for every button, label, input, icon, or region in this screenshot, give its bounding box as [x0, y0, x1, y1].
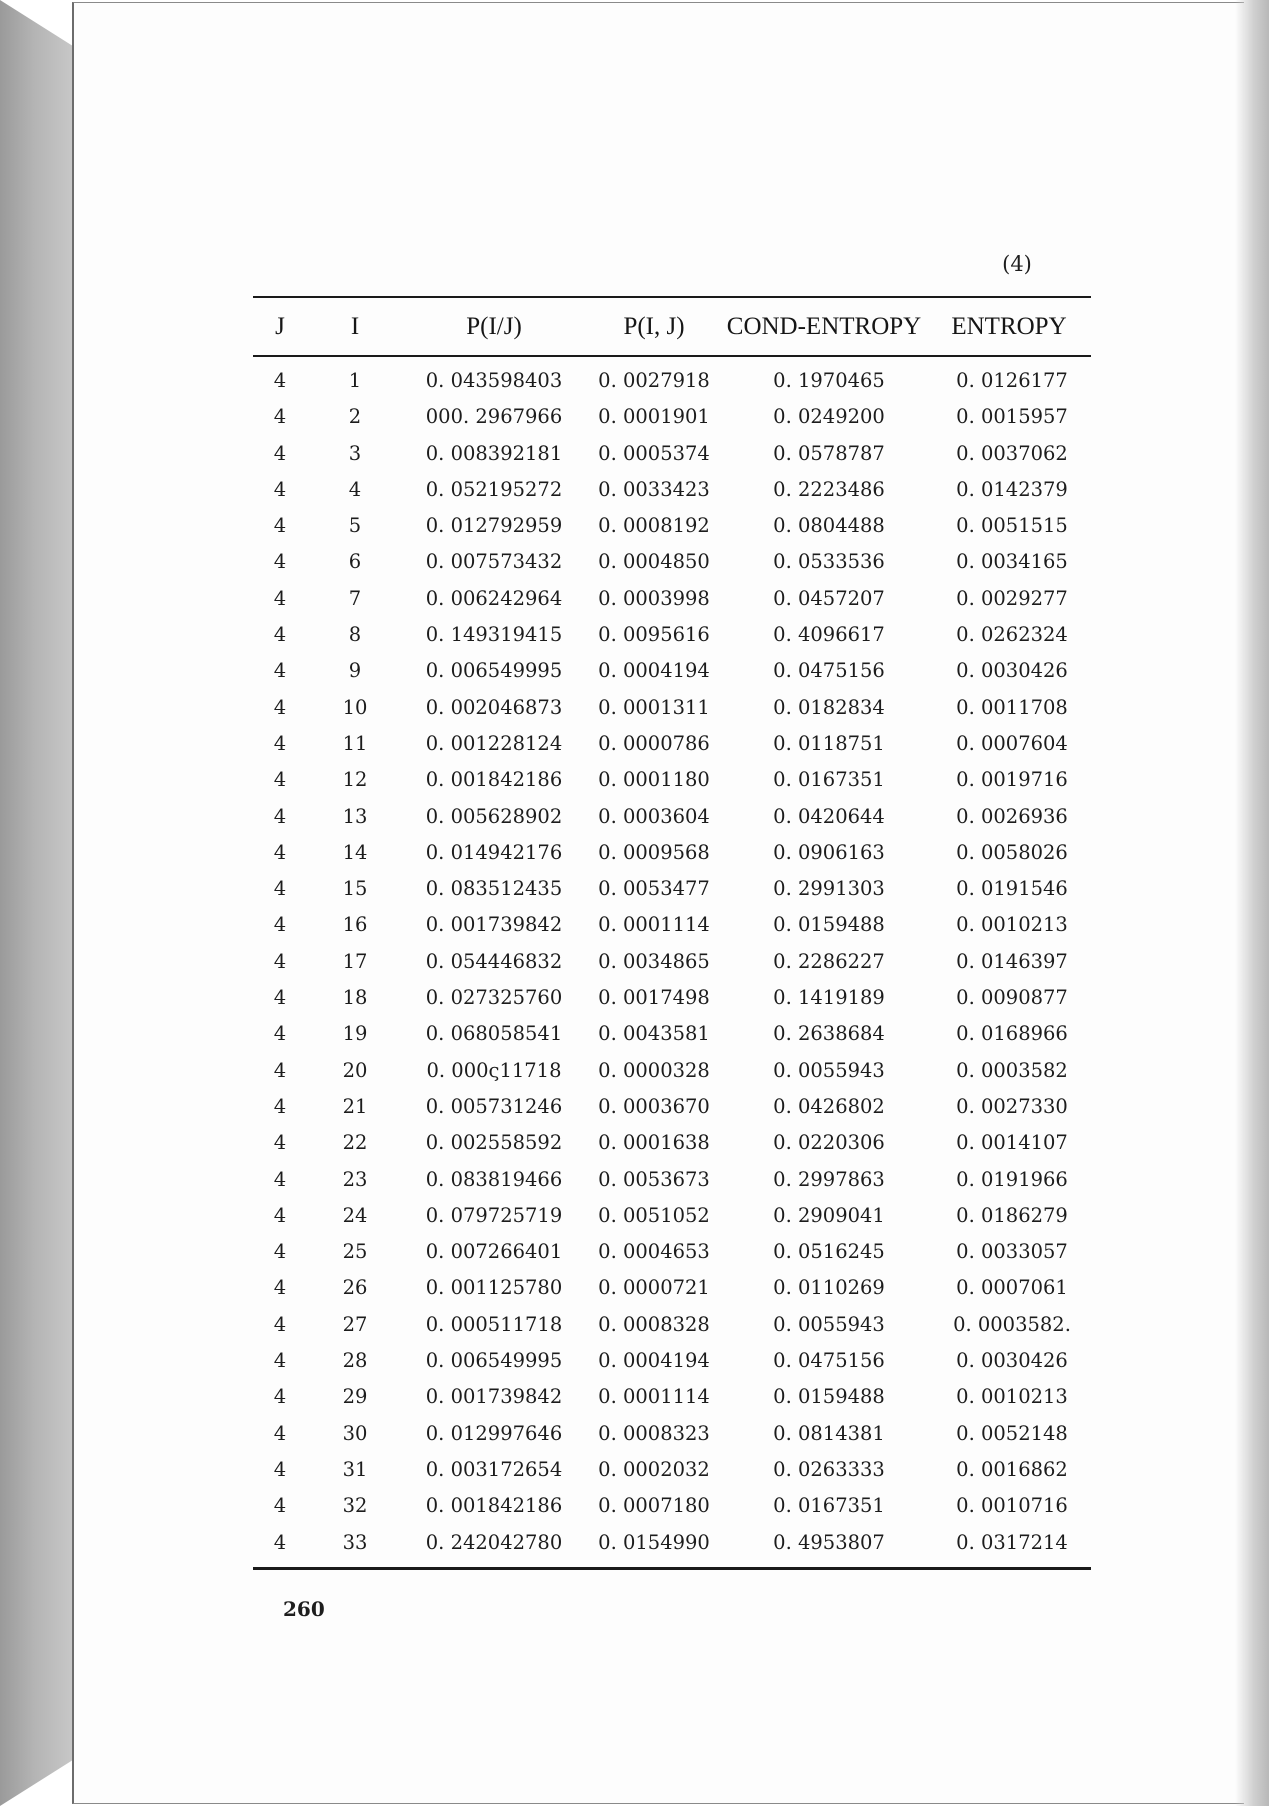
cell-entropy: 0. 0016862 — [956, 1457, 1068, 1481]
cell-i: 33 — [342, 1530, 368, 1554]
cell-p-i-j: 0. 0004194 — [598, 659, 710, 683]
cell-i: 9 — [348, 659, 362, 683]
cell-entropy: 0. 0019716 — [956, 768, 1068, 792]
cell-i: 18 — [342, 986, 368, 1010]
cell-entropy: 0. 0010213 — [956, 913, 1068, 937]
cell-p-i-given-j: 0. 002046873 — [425, 695, 563, 719]
table-row — [0, 835, 1269, 871]
cell-cond-entropy: 0. 0159488 — [773, 1385, 885, 1409]
cell-entropy: 0. 0034165 — [956, 550, 1068, 574]
cell-cond-entropy: 0. 0159488 — [773, 913, 885, 937]
table-row — [0, 1270, 1269, 1306]
cell-cond-entropy: 0. 0578787 — [773, 441, 885, 465]
cell-p-i-given-j: 0. 001125780 — [425, 1276, 563, 1300]
cell-j: 4 — [273, 986, 287, 1010]
table-row — [0, 1234, 1269, 1270]
cell-i: 12 — [342, 768, 368, 792]
cell-j: 4 — [273, 1349, 287, 1373]
cell-entropy: 0. 0262324 — [956, 623, 1068, 647]
cell-i: 16 — [342, 913, 368, 937]
cell-j: 4 — [273, 1276, 287, 1300]
cell-entropy: 0. 0027330 — [956, 1094, 1068, 1118]
cell-cond-entropy: 0. 0814381 — [773, 1421, 885, 1445]
cell-j: 4 — [273, 1240, 287, 1264]
cell-p-i-j: 0. 0003670 — [598, 1094, 710, 1118]
cell-j: 4 — [273, 804, 287, 828]
cell-p-i-j: 0. 0008192 — [598, 514, 710, 538]
cell-j: 4 — [273, 1421, 287, 1445]
cell-p-i-given-j: 0. 242042780 — [425, 1530, 563, 1554]
table-row — [0, 690, 1269, 726]
table-row — [0, 726, 1269, 762]
cell-j: 4 — [273, 840, 287, 864]
cell-j: 4 — [273, 1312, 287, 1336]
cell-cond-entropy: 0. 0475156 — [773, 1349, 885, 1373]
cell-i: 17 — [342, 949, 368, 973]
cell-cond-entropy: 0. 0906163 — [773, 840, 885, 864]
cell-entropy: 0. 0037062 — [956, 441, 1068, 465]
cell-cond-entropy: 0. 0263333 — [773, 1457, 885, 1481]
cell-j: 4 — [273, 586, 287, 610]
cell-entropy: 0. 0033057 — [956, 1240, 1068, 1264]
cell-j: 4 — [273, 441, 287, 465]
table-header-rule — [253, 355, 1091, 357]
table-row — [0, 1343, 1269, 1379]
cell-p-i-given-j: 0. 007573432 — [425, 550, 563, 574]
table-row — [0, 363, 1269, 399]
cell-p-i-given-j: 0. 001842186 — [425, 1494, 563, 1518]
cell-p-i-j: 0. 0001114 — [598, 913, 710, 937]
table-row — [0, 544, 1269, 580]
header-entropy: ENTROPY — [951, 313, 1067, 340]
cell-p-i-given-j: 0. 003172654 — [425, 1457, 563, 1481]
page-number: 260 — [283, 1597, 325, 1621]
table-row — [0, 581, 1269, 617]
cell-cond-entropy: 0. 0516245 — [773, 1240, 885, 1264]
cell-j: 4 — [273, 768, 287, 792]
cell-entropy: 0. 0052148 — [956, 1421, 1068, 1445]
cell-p-i-j: 0. 0043581 — [598, 1022, 710, 1046]
cell-p-i-given-j: 0. 052195272 — [425, 477, 563, 501]
cell-j: 4 — [273, 695, 287, 719]
cell-i: 13 — [342, 804, 368, 828]
cell-cond-entropy: 0. 1970465 — [773, 369, 885, 392]
table-row — [0, 436, 1269, 472]
cell-p-i-j: 0. 0001180 — [598, 768, 710, 792]
cell-p-i-j: 0. 0004850 — [598, 550, 710, 574]
cell-entropy: 0. 0007604 — [956, 731, 1068, 755]
cell-p-i-given-j: 0. 008392181 — [425, 441, 563, 465]
cell-j: 4 — [273, 405, 287, 429]
cell-j: 4 — [273, 623, 287, 647]
cell-j: 4 — [273, 1494, 287, 1518]
cell-p-i-j: 0. 0008328 — [598, 1312, 710, 1336]
cell-j: 4 — [273, 659, 287, 683]
table-number: (4) — [1002, 252, 1032, 276]
cell-p-i-given-j: 0. 000ς11718 — [426, 1058, 562, 1082]
cell-entropy: 0. 0191966 — [956, 1167, 1068, 1191]
cell-cond-entropy: 0. 0533536 — [773, 550, 885, 574]
cell-entropy: 0. 0030426 — [956, 659, 1068, 683]
cell-j: 4 — [273, 1131, 287, 1155]
cell-i: 31 — [342, 1457, 368, 1481]
cell-p-i-j: 0. 0003604 — [598, 804, 710, 828]
cell-p-i-j: 0. 0007180 — [598, 1494, 710, 1518]
cell-p-i-j: 0. 0034865 — [598, 949, 710, 973]
cell-p-i-j: 0. 0001901 — [598, 405, 710, 429]
cell-p-i-given-j: 0. 006242964 — [425, 586, 563, 610]
cell-cond-entropy: 0. 0110269 — [773, 1276, 885, 1300]
cell-i: 19 — [342, 1022, 368, 1046]
table-top-rule — [253, 296, 1091, 298]
cell-i: 32 — [342, 1494, 368, 1518]
cell-j: 4 — [273, 877, 287, 901]
table-row — [0, 799, 1269, 835]
table-row — [0, 653, 1269, 689]
cell-p-i-given-j: 0. 001739842 — [425, 1385, 563, 1409]
cell-p-i-j: 0. 0001114 — [598, 1385, 710, 1409]
cell-cond-entropy: 0. 0167351 — [773, 768, 885, 792]
header-j: J — [275, 313, 285, 340]
cell-entropy: 0. 0011708 — [956, 695, 1068, 719]
cell-j: 4 — [273, 949, 287, 973]
cell-i: 22 — [342, 1131, 368, 1155]
cell-entropy: 0. 0026936 — [956, 804, 1068, 828]
cell-i: 25 — [342, 1240, 368, 1264]
cell-p-i-given-j: 0. 027325760 — [425, 986, 563, 1010]
cell-p-i-given-j: 0. 000511718 — [425, 1312, 563, 1336]
cell-i: 1 — [348, 369, 362, 392]
cell-j: 4 — [273, 1457, 287, 1481]
cell-i: 15 — [342, 877, 368, 901]
cell-p-i-given-j: 0. 054446832 — [425, 949, 563, 973]
cell-i: 11 — [342, 731, 368, 755]
table-bottom-rule — [253, 1567, 1091, 1570]
cell-i: 4 — [348, 477, 362, 501]
cell-cond-entropy: 0. 4096617 — [773, 623, 885, 647]
cell-p-i-j: 0. 0053673 — [598, 1167, 710, 1191]
cell-j: 4 — [273, 550, 287, 574]
cell-p-i-given-j: 0. 001228124 — [425, 731, 563, 755]
cell-p-i-given-j: 0. 005731246 — [425, 1094, 563, 1118]
cell-p-i-given-j: 0. 079725719 — [425, 1203, 563, 1227]
cell-i: 24 — [342, 1203, 368, 1227]
cell-cond-entropy: 0. 2286227 — [773, 949, 885, 973]
table-body — [0, 363, 1269, 1561]
table-row — [0, 1379, 1269, 1415]
cell-j: 4 — [273, 1167, 287, 1191]
cell-p-i-given-j: 0. 149319415 — [425, 623, 563, 647]
cell-p-i-j: 0. 0002032 — [598, 1457, 710, 1481]
cell-p-i-j: 0. 0005374 — [598, 441, 710, 465]
table-row — [0, 472, 1269, 508]
cell-p-i-j: 0. 0004194 — [598, 1349, 710, 1373]
table-row — [0, 1488, 1269, 1524]
cell-p-i-given-j: 0. 012997646 — [425, 1421, 563, 1445]
cell-i: 6 — [348, 550, 362, 574]
cell-j: 4 — [273, 913, 287, 937]
cell-cond-entropy: 0. 0249200 — [773, 405, 885, 429]
cell-entropy: 0. 0015957 — [956, 405, 1068, 429]
table-row — [0, 1162, 1269, 1198]
cell-p-i-given-j: 0. 014942176 — [425, 840, 563, 864]
header-p-i-given-j: P(I/J) — [466, 313, 522, 340]
cell-cond-entropy: 0. 0420644 — [773, 804, 885, 828]
table-row — [0, 871, 1269, 907]
table-row — [0, 1125, 1269, 1161]
cell-p-i-given-j: 0. 007266401 — [425, 1240, 563, 1264]
cell-i: 5 — [348, 514, 362, 538]
cell-i: 14 — [342, 840, 368, 864]
header-cond-entropy: COND-ENTROPY — [726, 313, 922, 340]
table-row — [0, 617, 1269, 653]
cell-p-i-given-j: 0. 083819466 — [425, 1167, 563, 1191]
cell-entropy: 0. 0126177 — [956, 369, 1068, 392]
cell-p-i-given-j: 0. 043598403 — [425, 369, 563, 392]
cell-j: 4 — [273, 1203, 287, 1227]
cell-i: 30 — [342, 1421, 368, 1445]
cell-entropy: 0. 0003582 — [956, 1058, 1068, 1082]
cell-i: 3 — [348, 441, 362, 465]
cell-i: 8 — [348, 623, 362, 647]
cell-j: 4 — [273, 514, 287, 538]
cell-entropy: 0. 0090877 — [956, 986, 1068, 1010]
cell-cond-entropy: 0. 0118751 — [773, 731, 885, 755]
book-edge-bottom-bevel — [0, 1758, 76, 1806]
cell-i: 28 — [342, 1349, 368, 1373]
cell-entropy: 0. 0051515 — [956, 514, 1068, 538]
cell-cond-entropy: 0. 0167351 — [773, 1494, 885, 1518]
cell-p-i-j: 0. 0095616 — [598, 623, 710, 647]
cell-cond-entropy: 0. 2223486 — [773, 477, 885, 501]
cell-cond-entropy: 0. 0220306 — [773, 1131, 885, 1155]
table-row — [0, 399, 1269, 435]
cell-p-i-j: 0. 0000328 — [598, 1058, 710, 1082]
cell-entropy: 0. 0003582. — [953, 1312, 1071, 1336]
cell-p-i-given-j: 0. 001842186 — [425, 768, 563, 792]
cell-j: 4 — [273, 1022, 287, 1046]
header-i: I — [350, 313, 360, 340]
cell-j: 4 — [273, 731, 287, 755]
cell-p-i-j: 0. 0017498 — [598, 986, 710, 1010]
cell-cond-entropy: 0. 4953807 — [773, 1530, 885, 1554]
cell-j: 4 — [273, 1094, 287, 1118]
cell-entropy: 0. 0014107 — [956, 1131, 1068, 1155]
cell-cond-entropy: 0. 0475156 — [773, 659, 885, 683]
cell-entropy: 0. 0010716 — [956, 1494, 1068, 1518]
cell-p-i-given-j: 0. 006549995 — [425, 659, 563, 683]
cell-cond-entropy: 0. 0426802 — [773, 1094, 885, 1118]
cell-i: 20 — [342, 1058, 368, 1082]
cell-j: 4 — [273, 1530, 287, 1554]
cell-entropy: 0. 0317214 — [956, 1530, 1068, 1554]
cell-entropy: 0. 0010213 — [956, 1385, 1068, 1409]
cell-entropy: 0. 0146397 — [956, 949, 1068, 973]
cell-p-i-j: 0. 0003998 — [598, 586, 710, 610]
table-row — [0, 1198, 1269, 1234]
table-row — [0, 1416, 1269, 1452]
cell-cond-entropy: 0. 0457207 — [773, 586, 885, 610]
cell-p-i-j: 0. 0051052 — [598, 1203, 710, 1227]
cell-i: 10 — [342, 695, 368, 719]
cell-entropy: 0. 0168966 — [956, 1022, 1068, 1046]
cell-p-i-j: 0. 0008323 — [598, 1421, 710, 1445]
cell-cond-entropy: 0. 2991303 — [773, 877, 885, 901]
cell-j: 4 — [273, 369, 287, 392]
cell-p-i-given-j: 0. 068058541 — [425, 1022, 563, 1046]
table-row — [0, 907, 1269, 943]
cell-i: 7 — [348, 586, 362, 610]
table-row — [0, 1016, 1269, 1052]
table-row — [0, 1452, 1269, 1488]
cell-p-i-j: 0. 0000786 — [598, 731, 710, 755]
cell-entropy: 0. 0186279 — [956, 1203, 1068, 1227]
cell-p-i-j: 0. 0001311 — [598, 695, 710, 719]
table-row — [0, 762, 1269, 798]
cell-i: 27 — [342, 1312, 368, 1336]
cell-cond-entropy: 0. 0182834 — [773, 695, 885, 719]
cell-p-i-given-j: 0. 001739842 — [425, 913, 563, 937]
table-row — [0, 508, 1269, 544]
cell-i: 23 — [342, 1167, 368, 1191]
cell-cond-entropy: 0. 0055943 — [773, 1312, 885, 1336]
cell-cond-entropy: 0. 0055943 — [773, 1058, 885, 1082]
cell-entropy: 0. 0029277 — [956, 586, 1068, 610]
header-p-i-j: P(I, J) — [623, 313, 685, 340]
cell-cond-entropy: 0. 2638684 — [773, 1022, 885, 1046]
cell-entropy: 0. 0142379 — [956, 477, 1068, 501]
cell-j: 4 — [273, 477, 287, 501]
cell-cond-entropy: 0. 1419189 — [773, 986, 885, 1010]
cell-entropy: 0. 0007061 — [956, 1276, 1068, 1300]
cell-p-i-given-j: 0. 006549995 — [425, 1349, 563, 1373]
cell-entropy: 0. 0058026 — [956, 840, 1068, 864]
cell-entropy: 0. 0030426 — [956, 1349, 1068, 1373]
cell-p-i-j: 0. 0154990 — [598, 1530, 710, 1554]
book-edge-top-bevel — [0, 0, 76, 48]
cell-cond-entropy: 0. 0804488 — [773, 514, 885, 538]
cell-p-i-j: 0. 0009568 — [598, 840, 710, 864]
cell-p-i-given-j: 0. 002558592 — [425, 1131, 563, 1155]
cell-cond-entropy: 0. 2909041 — [773, 1203, 885, 1227]
cell-entropy: 0. 0191546 — [956, 877, 1068, 901]
table-row — [0, 1525, 1269, 1561]
cell-i: 26 — [342, 1276, 368, 1300]
cell-p-i-given-j: 000. 2967966 — [425, 405, 563, 429]
table-row — [0, 980, 1269, 1016]
cell-i: 29 — [342, 1385, 368, 1409]
table-row — [0, 1089, 1269, 1125]
cell-p-i-j: 0. 0004653 — [598, 1240, 710, 1264]
cell-cond-entropy: 0. 2997863 — [773, 1167, 885, 1191]
cell-p-i-given-j: 0. 083512435 — [425, 877, 563, 901]
table-row — [0, 944, 1269, 980]
table-row — [0, 1307, 1269, 1343]
cell-j: 4 — [273, 1058, 287, 1082]
cell-p-i-given-j: 0. 005628902 — [425, 804, 563, 828]
cell-p-i-given-j: 0. 012792959 — [425, 514, 563, 538]
cell-p-i-j: 0. 0001638 — [598, 1131, 710, 1155]
table-row — [0, 1053, 1269, 1089]
cell-p-i-j: 0. 0000721 — [598, 1276, 710, 1300]
cell-i: 21 — [342, 1094, 368, 1118]
cell-j: 4 — [273, 1385, 287, 1409]
cell-p-i-j: 0. 0053477 — [598, 877, 710, 901]
cell-p-i-j: 0. 0033423 — [598, 477, 710, 501]
cell-i: 2 — [348, 405, 362, 429]
cell-p-i-j: 0. 0027918 — [598, 369, 710, 392]
